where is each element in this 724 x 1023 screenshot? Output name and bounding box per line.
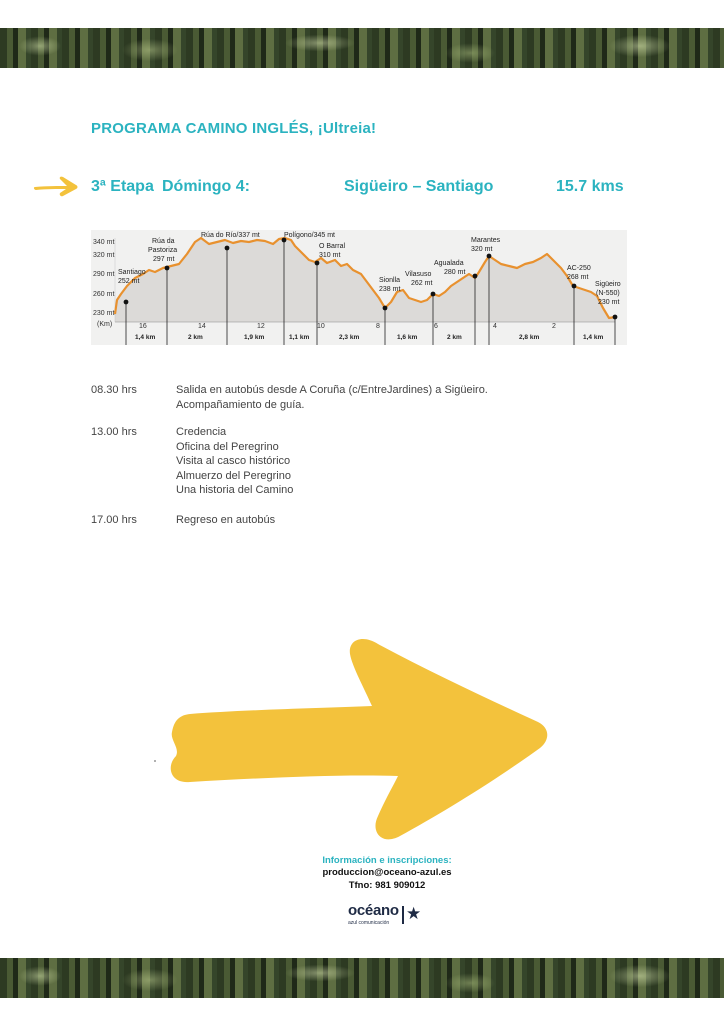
small-arrow-icon — [33, 175, 79, 197]
segment-2: 2 km — [188, 334, 203, 341]
waypoint-poligono: Polígono/345 mt — [284, 232, 335, 239]
big-yellow-arrow-icon — [150, 636, 550, 841]
waypoint-santiago-name: Santiago — [118, 269, 146, 276]
elev-tick-290: 290 mt — [93, 271, 115, 278]
schedule-time: 08.30 hrs — [91, 384, 137, 396]
elev-tick-230: 230 mt — [93, 310, 115, 317]
schedule-time: 17.00 hrs — [91, 514, 137, 526]
km-unit-label: (Km) — [97, 321, 113, 328]
waypoint-santiago-elev: 252 mt — [118, 278, 140, 285]
waypoint-agualada-elev: 280 mt — [444, 269, 466, 276]
stray-dot — [154, 760, 156, 762]
schedule-line: Almuerzo del Peregrino — [176, 469, 291, 482]
waypoint-ac250-elev: 268 mt — [567, 274, 589, 281]
waypoint-ac250-name: AC-250 — [567, 265, 591, 272]
waypoint-vilasuso-name: Vilasuso — [405, 271, 432, 278]
schedule-line: Credencia — [176, 426, 227, 438]
contact-heading: Información e inscripciones: — [322, 855, 452, 866]
km-tick-4: 4 — [493, 323, 497, 330]
km-tick-6: 6 — [434, 323, 438, 330]
segment-3: 1,9 km — [244, 334, 265, 341]
contact-email[interactable]: produccion@oceano-azul.es — [322, 867, 452, 878]
km-tick-2: 2 — [552, 323, 556, 330]
schedule-line: Una historia del Camino — [176, 484, 294, 496]
schedule-time: 13.00 hrs — [91, 426, 137, 438]
km-tick-12: 12 — [257, 323, 265, 330]
waypoint-o-barral-name: O Barral — [319, 243, 346, 250]
km-tick-14: 14 — [198, 323, 206, 330]
waypoint-o-barral-elev: 310 mt — [319, 252, 341, 259]
waypoint-rua-do-rio: Rúa do Río/337 mt — [201, 232, 260, 239]
logo-subtitle: azul comunicación — [348, 920, 390, 926]
logo-wordmark: océano — [348, 902, 399, 919]
segment-6: 1,6 km — [397, 334, 418, 341]
schedule-line: Acompañamiento de guía. — [176, 398, 305, 411]
logo-divider — [402, 906, 404, 924]
schedule-line: Oficina del Peregrino — [176, 440, 279, 453]
segment-7: 2 km — [447, 334, 462, 341]
elev-tick-260: 260 mt — [93, 291, 115, 298]
waypoint-pastoriza-name-1: Rúa da — [152, 238, 175, 245]
segment-1: 1,4 km — [135, 334, 156, 341]
stage-number: 3ª Etapa — [91, 178, 154, 195]
stage-day: Dómingo 4: — [162, 178, 250, 195]
schedule-line: Salida en autobús desde A Coruña (c/EntreJardines) a Sigüeiro. — [176, 384, 488, 396]
waypoint-marantes-elev: 320 mt — [471, 246, 493, 253]
contact-block — [262, 855, 512, 892]
segment-4: 1,1 km — [289, 334, 310, 341]
elev-tick-340: 340 mt — [93, 239, 115, 246]
oceano-logo — [348, 902, 438, 928]
program-title: PROGRAMA CAMINO INGLÉS, ¡Ultreia! — [91, 120, 377, 137]
km-tick-16: 16 — [139, 323, 147, 330]
waypoint-sigueiro-elev: 230 mt — [598, 299, 620, 306]
forest-photo-band-bottom — [0, 958, 724, 998]
segment-8: 2,8 km — [519, 334, 540, 341]
waypoint-sionlla-name: Sionlla — [379, 277, 401, 284]
stage-distance: 15.7 kms — [556, 178, 624, 195]
forest-photo-band-top — [0, 28, 724, 68]
segment-9: 1,4 km — [583, 334, 604, 341]
star-icon: ★ — [406, 904, 422, 923]
waypoint-pastoriza-name-2: Pastoriza — [148, 247, 178, 254]
waypoint-vilasuso-elev: 262 mt — [411, 280, 433, 287]
km-tick-10: 10 — [317, 323, 325, 330]
contact-phone: Tfno: 981 909012 — [348, 880, 426, 891]
waypoint-sionlla-elev: 238 mt — [379, 286, 401, 293]
waypoint-agualada-name: Agualada — [434, 260, 464, 267]
elev-tick-320: 320 mt — [93, 252, 115, 259]
waypoint-pastoriza-elev: 297 mt — [153, 256, 175, 263]
km-tick-8: 8 — [376, 323, 380, 330]
schedule-line: Visita al casco histórico — [176, 455, 291, 467]
stage-route: Sigüeiro – Santiago — [344, 178, 494, 195]
waypoint-sigueiro-name-1: Sigüeiro — [595, 281, 621, 288]
waypoint-sigueiro-name-2: (N-550) — [596, 290, 620, 297]
waypoint-marantes-name: Marantes — [471, 237, 501, 244]
elevation-profile — [91, 230, 627, 345]
schedule-line: Regreso en autobús — [176, 514, 276, 526]
segment-5: 2,3 km — [339, 334, 360, 341]
